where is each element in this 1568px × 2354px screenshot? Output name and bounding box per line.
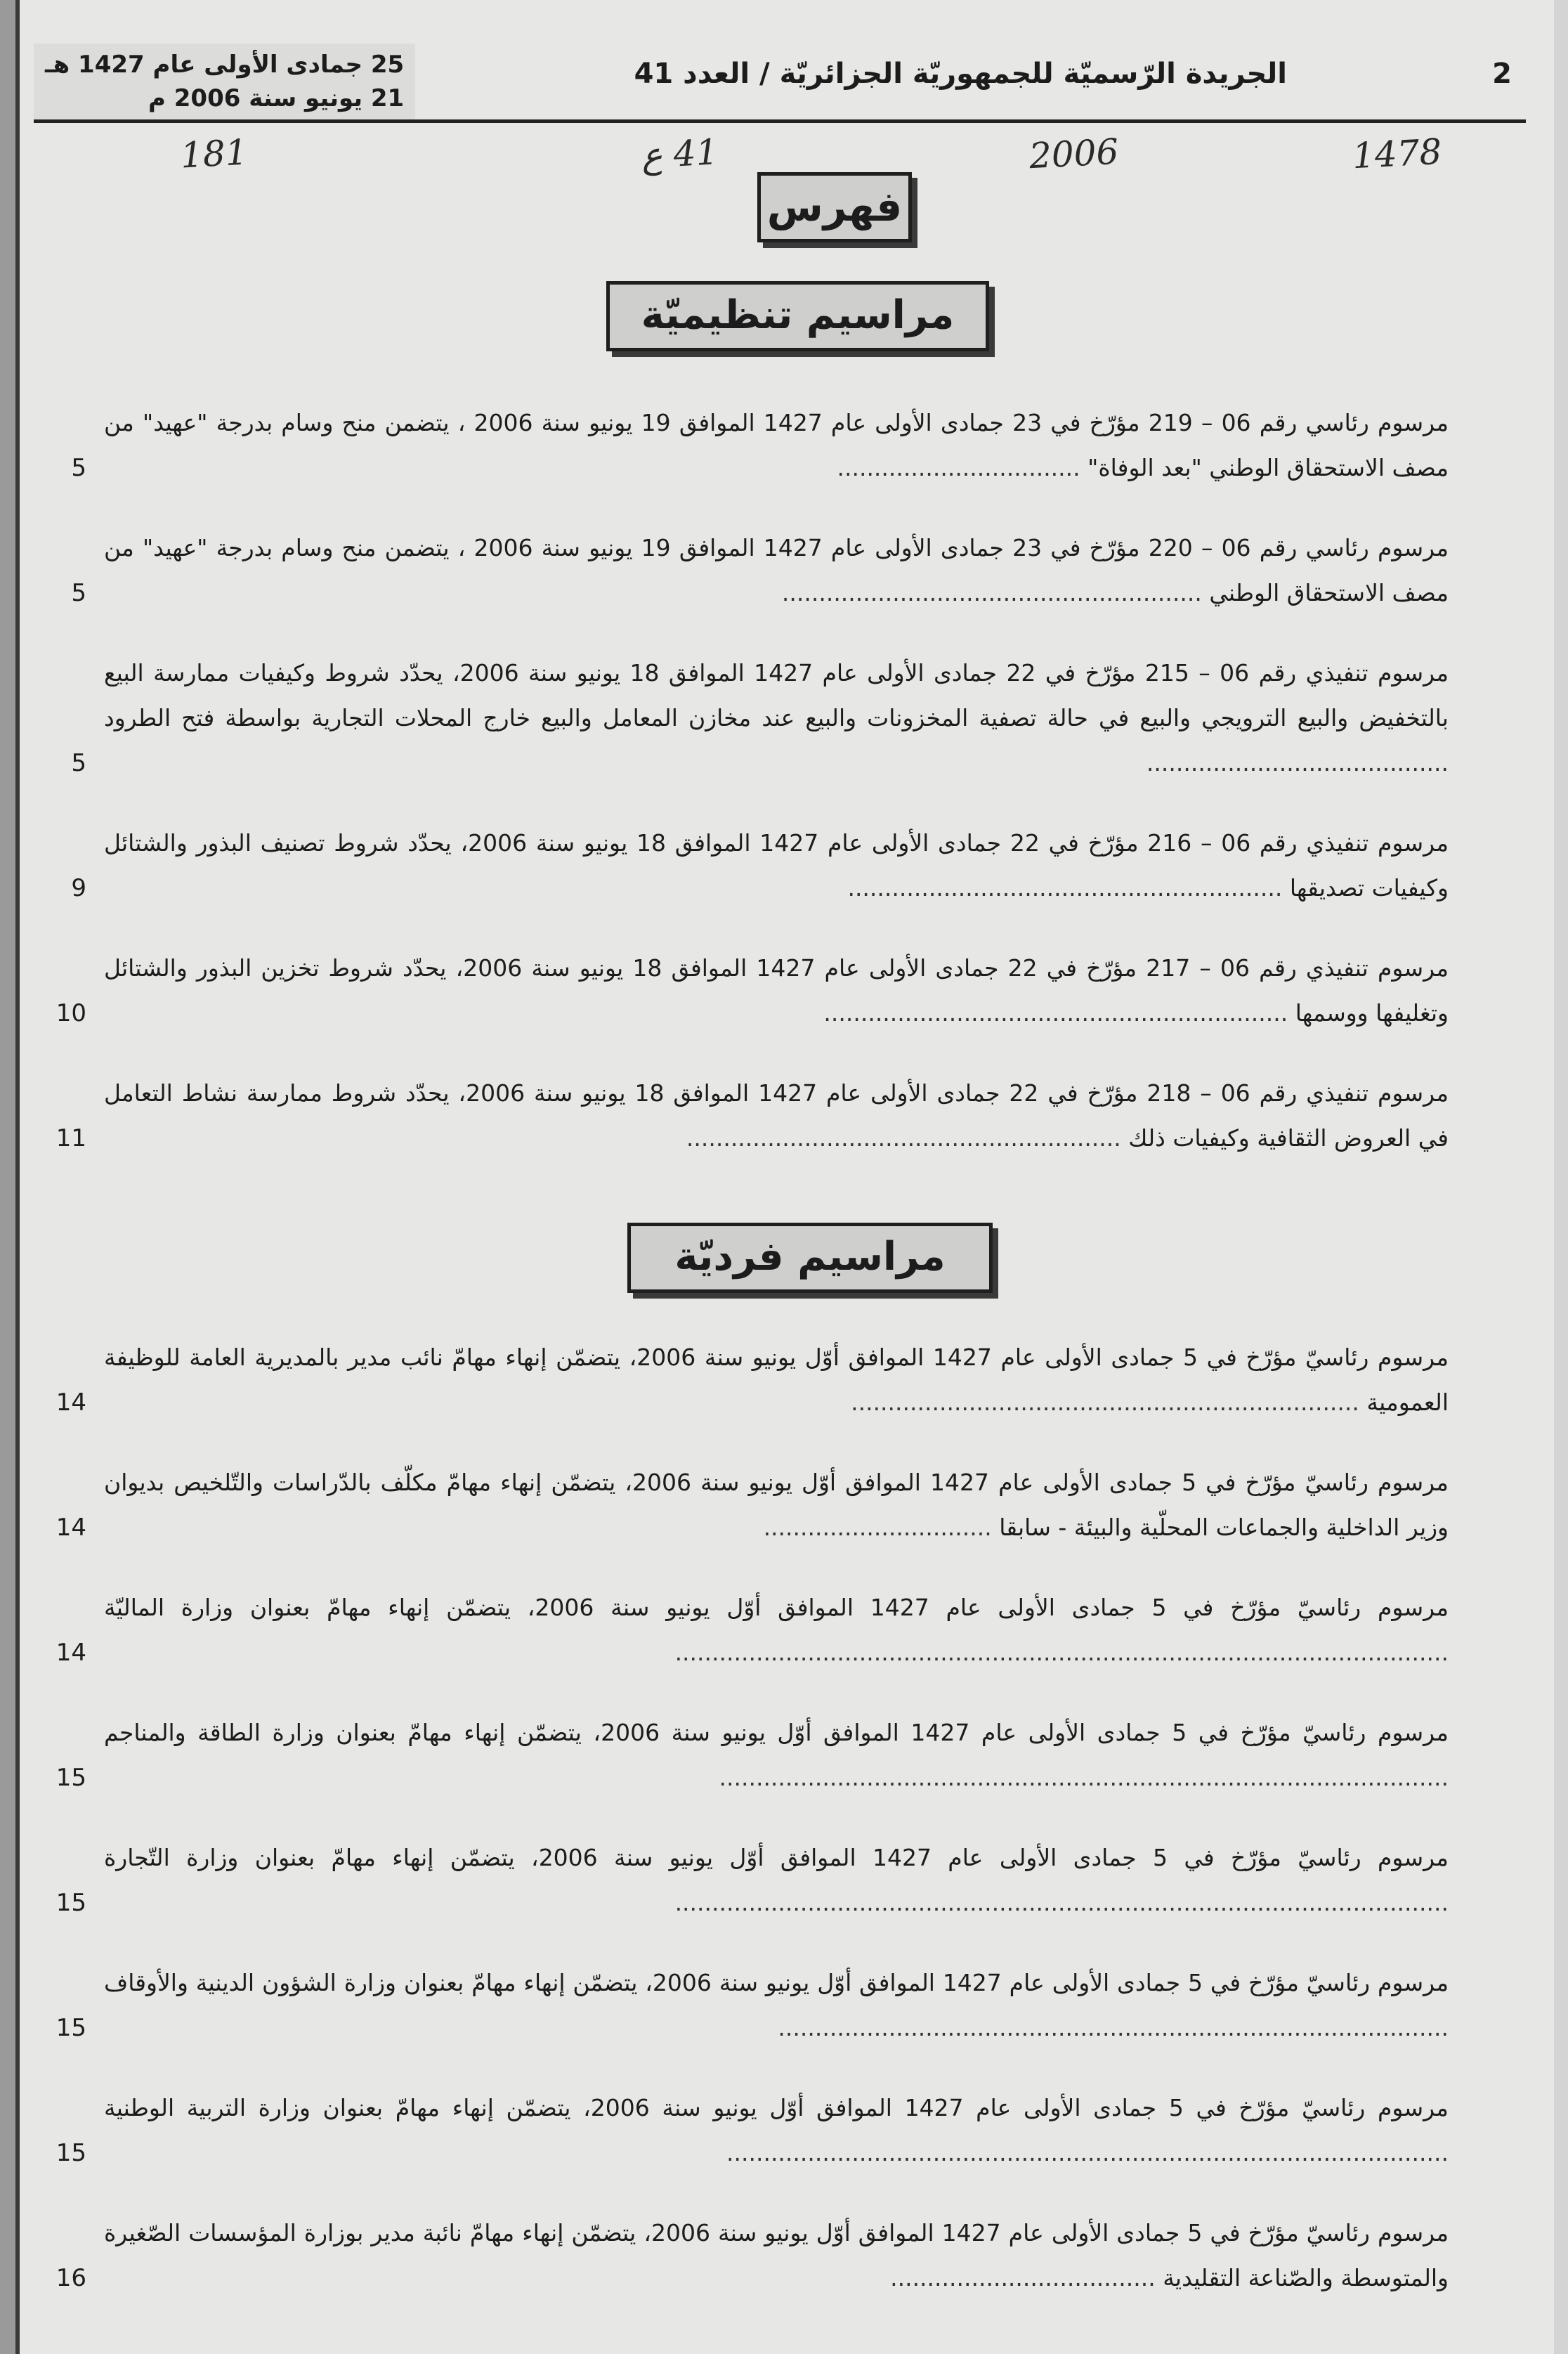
entry-text: مرسوم رئاسيّ مؤرّخ في 5 جمادى الأولى عام 1427 الموافق أوّل يونيو سنة 2006، يتضمّن إنهاء مهامّ بعنوان وزارة الطاقة والمناجم	[104, 1719, 1449, 1746]
leader-dots: ...........................................................	[686, 1124, 1121, 1152]
entry-text: مرسوم رئاسيّ مؤرّخ في 5 جمادى الأولى عام 1427 الموافق أوّل يونيو سنة 2006، يتضمّن إنهاء مهامّ مكلّف بالدّراسات والتّلخيص بديوان وزير الداخلية والجماعات المحلّية والبيئة - سابقا	[104, 1469, 1449, 1541]
toc-entry[interactable]	[55, 1071, 1449, 1161]
toc-entry[interactable]	[55, 1585, 1449, 1675]
entry-page-number: 14	[55, 1639, 86, 1667]
handwritten-note: 41 ع	[640, 131, 719, 176]
handwritten-note: 2006	[1028, 131, 1120, 177]
entry-text: مرسوم رئاسيّ مؤرّخ في 5 جمادى الأولى عام 1427 الموافق أوّل يونيو سنة 2006، يتضمّن إنهاء مهامّ نائبة مدير بوزارة المؤسسات الصّغيرة والمتوسطة والصّناعة التقليدية	[104, 2219, 1449, 2291]
entry-page-number: 14	[55, 1514, 86, 1542]
toc-entry[interactable]	[55, 1710, 1449, 1800]
entry-page-number: 10	[55, 999, 86, 1027]
handwritten-note: 181	[179, 131, 249, 176]
entry-page-number: 15	[55, 2139, 86, 2167]
leader-dots: .........................................................	[781, 579, 1202, 606]
toc-title: فهرس	[757, 172, 912, 242]
toc-entry[interactable]	[71, 651, 1449, 786]
leader-dots: .....................................................................	[851, 1389, 1359, 1416]
entry-text: مرسوم تنفيذي رقم 06 – 216 مؤرّخ في 22 جمادى الأولى عام 1427 الموافق 18 يونيو سنة 2006، يحدّد شروط تصنيف البذور والشتائل وكيفيات تصديقها	[104, 829, 1449, 902]
page-header	[34, 28, 1526, 123]
entry-page-number: 15	[55, 2014, 86, 2042]
leader-dots: ...................................................................................................	[719, 1764, 1449, 1791]
toc-entry[interactable]	[55, 1460, 1449, 1550]
entry-text: مرسوم رئاسيّ مؤرّخ في 5 جمادى الأولى عام 1427 الموافق أوّل يونيو سنة 2006، يتضمّن إنهاء مهامّ بعنوان وزارة التربية الوطنية	[104, 2094, 1449, 2121]
entry-text: مرسوم تنفيذي رقم 06 – 218 مؤرّخ في 22 جمادى الأولى عام 1427 الموافق 18 يونيو سنة 2006، يحدّد شروط ممارسة نشاط التعامل في العروض الثقافية وكيفيات ذلك	[104, 1079, 1449, 1152]
entry-text: مرسوم تنفيذي رقم 06 – 215 مؤرّخ في 22 جمادى الأولى عام 1427 الموافق 18 يونيو سنة 2006، يحدّد شروط وكيفيات ممارسة البيع بالتخفيض والبيع الترويجي والبيع في حالة تصفية المخزونات والبيع عند مخازن المعامل والبيع خارج المحلات التجارية بواسطة فتح الطرود	[104, 659, 1449, 731]
entry-text: مرسوم رئاسي رقم 06 – 220 مؤرّخ في 23 جمادى الأولى عام 1427 الموافق 19 يونيو سنة 2006 ، يتضمن منح وسام بدرجة "عهيد" من مصف الاستحقاق الوطني	[104, 534, 1449, 606]
entry-page-number: 5	[71, 749, 86, 777]
leader-dots: ...............................	[763, 1514, 992, 1541]
entry-text: مرسوم تنفيذي رقم 06 – 217 مؤرّخ في 22 جمادى الأولى عام 1427 الموافق 18 يونيو سنة 2006، يحدّد شروط تخزين البذور والشتائل وتغليفها ووسمها	[104, 954, 1449, 1027]
entry-page-number: 5	[71, 454, 86, 482]
leader-dots: .........................................................................................................	[674, 1639, 1449, 1666]
leader-dots: ..................................................................................................	[726, 2139, 1449, 2166]
leader-dots: ...........................................................................................	[778, 2014, 1449, 2041]
entry-page-number: 15	[55, 1889, 86, 1917]
toc-entry[interactable]	[71, 401, 1449, 490]
entry-page-number: 5	[71, 579, 86, 607]
header-dates	[34, 44, 415, 119]
hijri-date: 25 جمادى الأولى عام 1427 هـ	[45, 51, 405, 79]
entry-page-number: 9	[71, 874, 86, 902]
toc-entry[interactable]	[71, 821, 1449, 911]
toc-entry[interactable]	[55, 2086, 1449, 2176]
toc-entry[interactable]	[71, 526, 1449, 616]
toc-entry[interactable]	[55, 1960, 1449, 2050]
entry-text: مرسوم رئاسيّ مؤرّخ في 5 جمادى الأولى عام 1427 الموافق أوّل يونيو سنة 2006، يتضمّن إنهاء مهامّ بعنوان وزارة الماليّة	[104, 1594, 1449, 1621]
entry-text: مرسوم رئاسيّ مؤرّخ في 5 جمادى الأولى عام 1427 الموافق أوّل يونيو سنة 2006، يتضمّن إنهاء مهامّ بعنوان وزارة التّجارة	[104, 1844, 1449, 1871]
toc-entry[interactable]	[55, 946, 1449, 1036]
toc-section-individual	[55, 1335, 1449, 2336]
toc-entry[interactable]	[55, 2211, 1449, 2301]
entry-page-number: 14	[55, 1389, 86, 1417]
page-number: 2	[1492, 58, 1512, 90]
toc-section-regulatory	[55, 401, 1449, 1196]
toc-entry[interactable]	[55, 1335, 1449, 1425]
entry-text: مرسوم رئاسيّ مؤرّخ في 5 جمادى الأولى عام 1427 الموافق أوّل يونيو سنة 2006، يتضمّن إنهاء مهامّ نائب مدير بالمديرية العامة للوظيفة العمومية	[104, 1344, 1449, 1416]
leader-dots: .........................................................................................................	[674, 1889, 1449, 1916]
entry-page-number: 16	[55, 2264, 86, 2292]
toc-entry[interactable]	[55, 1835, 1449, 1925]
document-page	[15, 0, 1554, 2354]
journal-title: الجريدة الرّسميّة للجمهوريّة الجزائريّة / العدد 41	[634, 58, 1287, 90]
leader-dots: ....................................	[890, 2264, 1156, 2291]
leader-dots: .................................	[837, 454, 1080, 481]
entry-text: مرسوم رئاسي رقم 06 – 219 مؤرّخ في 23 جمادى الأولى عام 1427 الموافق 19 يونيو سنة 2006 ، يتضمن منح وسام بدرجة "عهيد" من مصف الاستحقاق الوطني "بعد الوفاة"	[104, 409, 1449, 481]
entry-page-number: 11	[55, 1124, 86, 1152]
leader-dots: ...............................................................	[823, 999, 1288, 1027]
page-edge	[0, 0, 15, 2354]
leader-dots: .........................................	[1146, 749, 1449, 776]
section-title: مراسيم تنظيميّة	[606, 281, 989, 351]
entry-text: مرسوم رئاسيّ مؤرّخ في 5 جمادى الأولى عام 1427 الموافق أوّل يونيو سنة 2006، يتضمّن إنهاء مهامّ بعنوان وزارة الشؤون الدينية والأوقاف	[104, 1969, 1449, 1996]
leader-dots: ...........................................................	[847, 874, 1283, 902]
entry-page-number: 15	[55, 1764, 86, 1792]
handwritten-note: 1478	[1351, 131, 1443, 177]
section-title: مراسيم فرديّة	[627, 1223, 993, 1293]
gregorian-date: 21 يونيو سنة 2006 م	[148, 84, 405, 112]
